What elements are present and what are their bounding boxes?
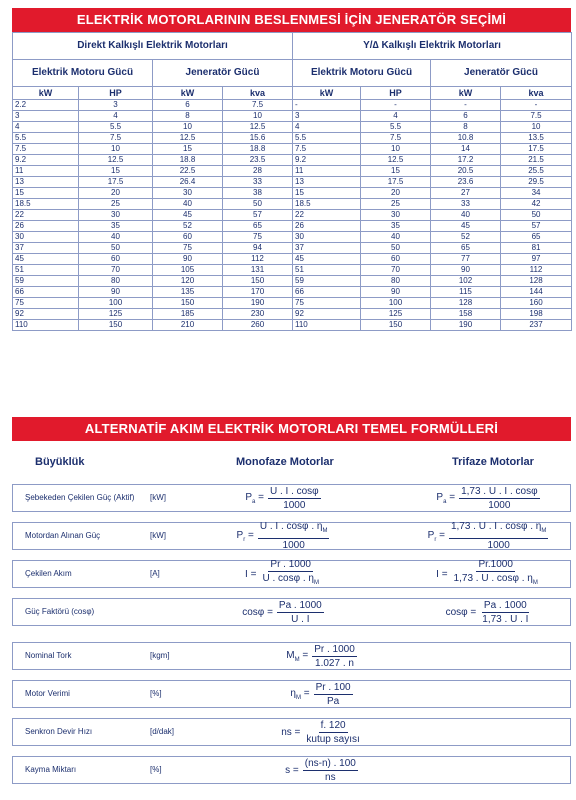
table-cell: 37	[13, 243, 79, 254]
formula-fraction	[277, 600, 324, 625]
group-header-direct-start: Direkt Kalkışlı Elektrik Motorları	[13, 33, 293, 60]
table-cell: 110	[293, 320, 361, 331]
formula-numerator: Pr . 1000	[314, 643, 355, 655]
formula-numerator: (ns-n) . 100	[304, 757, 356, 769]
table-cell: 15	[361, 166, 431, 177]
formula-lhs: $P_a$ =	[245, 491, 264, 505]
table-cell: 17.5	[501, 144, 572, 155]
three-phase-formula	[408, 561, 568, 587]
table-cell: 52	[153, 221, 223, 232]
table-row	[13, 298, 572, 309]
formula-fraction	[268, 486, 321, 511]
table-cell: 10	[153, 122, 223, 133]
table-row	[13, 111, 572, 122]
table-cell: 30	[79, 210, 153, 221]
formula-numerator: Pr . 1000	[270, 559, 311, 570]
table-cell: 70	[361, 265, 431, 276]
table-cell: 237	[501, 320, 572, 331]
formula-unit: [kW]	[150, 531, 166, 540]
table-cell: 100	[79, 298, 153, 309]
table-cell: 40	[79, 232, 153, 243]
formula-fraction	[304, 720, 361, 745]
formula-row	[12, 522, 571, 550]
table-cell: 75	[13, 298, 79, 309]
table-row	[13, 254, 572, 265]
formula-quantity-name: Nominal Tork	[25, 651, 72, 660]
table-cell: 28	[223, 166, 293, 177]
formula-quantity-name: Motordan Alınan Güç	[25, 531, 101, 540]
three-phase-formula	[408, 485, 568, 511]
table-cell: 65	[501, 232, 572, 243]
formula-quantity-name: Güç Faktörü (cosφ)	[25, 607, 95, 616]
table-cell: 3	[79, 100, 153, 111]
table-cell: 30	[13, 232, 79, 243]
table-cell: 15	[293, 188, 361, 199]
table-cell: 105	[153, 265, 223, 276]
table-row	[13, 177, 572, 188]
subheader-motor-power-left: Elektrik Motoru Gücü	[13, 60, 153, 87]
formula-row	[12, 560, 571, 588]
formula-quantity-name: Çekilen Akım	[25, 569, 72, 578]
formula-numerator: Pr . 100	[315, 681, 351, 693]
table-cell: 18.8	[223, 144, 293, 155]
formula-fraction	[303, 758, 358, 783]
table-cell: 90	[79, 287, 153, 298]
formula-quantity-name: Motor Verimi	[25, 689, 70, 698]
table-cell: 37	[293, 243, 361, 254]
quantity-column-header: Büyüklük	[35, 456, 85, 468]
single-phase-formula	[213, 561, 353, 587]
table-cell: 33	[431, 199, 501, 210]
generator-table-title: ELEKTRİK MOTORLARININ BESLENMESİ İÇİN JENERATÖR SEÇİMİ	[12, 8, 571, 32]
table-cell: 12.5	[223, 122, 293, 133]
unit-header: kva	[501, 87, 572, 100]
formula-numerator: 1,73 . U . I . cosφ	[461, 485, 538, 497]
unit-header: kW	[13, 87, 79, 100]
formula-unit: [kgm]	[150, 651, 170, 660]
unit-header: kW	[153, 87, 223, 100]
table-cell: 42	[501, 199, 572, 210]
three-phase-formula	[408, 599, 568, 625]
table-cell: 33	[223, 177, 293, 188]
table-cell: 57	[501, 221, 572, 232]
table-cell: 128	[431, 298, 501, 309]
table-cell: -	[361, 100, 431, 111]
table-cell: 50	[361, 243, 431, 254]
table-row	[13, 155, 572, 166]
table-cell: 7.5	[223, 100, 293, 111]
formula-fraction	[452, 559, 540, 589]
table-cell: 2.2	[13, 100, 79, 111]
table-cell: 30	[153, 188, 223, 199]
table-cell: 25.5	[501, 166, 572, 177]
table-cell: 144	[501, 287, 572, 298]
table-cell: 12.5	[361, 155, 431, 166]
formula-numerator: 1,73 . U . I . cosφ . $\eta_M$	[449, 521, 548, 539]
table-cell: 21.5	[501, 155, 572, 166]
formula-denominator: 1000	[282, 540, 305, 551]
table-cell: 7.5	[13, 144, 79, 155]
formula-lhs: I =	[245, 568, 257, 580]
table-row	[13, 232, 572, 243]
unit-header: HP	[361, 87, 431, 100]
table-cell: 10	[79, 144, 153, 155]
table-cell: 92	[293, 309, 361, 320]
table-cell: 8	[431, 122, 501, 133]
table-cell: 57	[223, 210, 293, 221]
table-cell: 70	[79, 265, 153, 276]
common-formula	[13, 757, 570, 783]
table-cell: 5.5	[13, 133, 79, 144]
table-cell: 20	[361, 188, 431, 199]
table-cell: 260	[223, 320, 293, 331]
table-cell: 35	[79, 221, 153, 232]
table-cell: 51	[13, 265, 79, 276]
formula-denominator: ns	[325, 771, 336, 783]
formula-denominator: 1000	[283, 499, 306, 511]
table-cell: 18.5	[293, 199, 361, 210]
formula-lhs: $P_r$ =	[236, 529, 254, 543]
table-cell: 125	[361, 309, 431, 320]
table-cell: 65	[223, 221, 293, 232]
table-cell: 15	[153, 144, 223, 155]
table-row	[13, 199, 572, 210]
table-cell: 66	[293, 287, 361, 298]
generator-selection-table	[12, 32, 572, 331]
three-phase-column-header: Trifaze Motorlar	[452, 456, 534, 468]
formula-unit: [%]	[150, 689, 162, 698]
table-row	[13, 320, 572, 331]
table-cell: 13.5	[501, 133, 572, 144]
table-cell: 45	[13, 254, 79, 265]
subheader-generator-power-left: Jeneratör Gücü	[153, 60, 293, 87]
table-cell: 45	[153, 210, 223, 221]
subheader-generator-power-right: Jeneratör Gücü	[431, 60, 572, 87]
table-cell: 90	[431, 265, 501, 276]
table-cell: 100	[361, 298, 431, 309]
three-phase-formula	[408, 523, 568, 549]
formula-denominator: kutup sayısı	[306, 733, 360, 745]
formula-unit: [kW]	[150, 493, 166, 502]
table-cell: 112	[223, 254, 293, 265]
unit-header: kW	[293, 87, 361, 100]
table-row	[13, 166, 572, 177]
formula-section-title: ALTERNATİF AKIM ELEKTRİK MOTORLARI TEMEL FORMÜLLERİ	[12, 417, 571, 441]
formula-fraction	[314, 682, 353, 707]
table-cell: 34	[501, 188, 572, 199]
table-cell: 50	[223, 199, 293, 210]
formula-row	[12, 718, 571, 746]
formula-quantity-name: Şebekeden Çekilen Güç (Aktif)	[25, 493, 135, 502]
formula-fraction	[480, 600, 530, 625]
table-row	[13, 100, 572, 111]
formula-lhs: ns =	[281, 726, 301, 738]
formula-fraction	[312, 644, 357, 669]
table-cell: 40	[361, 232, 431, 243]
common-formula	[13, 681, 570, 707]
table-row	[13, 276, 572, 287]
formula-unit: [%]	[150, 765, 162, 774]
table-cell: 135	[153, 287, 223, 298]
table-cell: 150	[361, 320, 431, 331]
table-cell: 94	[223, 243, 293, 254]
table-cell: 77	[431, 254, 501, 265]
table-cell: 75	[293, 298, 361, 309]
table-cell: 15	[13, 188, 79, 199]
table-cell: 80	[79, 276, 153, 287]
table-cell: 128	[501, 276, 572, 287]
table-cell: 22	[13, 210, 79, 221]
table-cell: 97	[501, 254, 572, 265]
table-cell: 26.4	[153, 177, 223, 188]
table-cell: 60	[79, 254, 153, 265]
table-cell: 8	[153, 111, 223, 122]
table-row	[13, 188, 572, 199]
formula-numerator: Pr.1000	[478, 559, 513, 570]
unit-header: kW	[431, 87, 501, 100]
table-row	[13, 144, 572, 155]
formula-lhs: $P_a$ =	[436, 491, 456, 505]
formula-row	[12, 756, 571, 784]
formula-denominator: 1000	[487, 540, 510, 551]
single-phase-column-header: Monofaze Motorlar	[236, 456, 334, 468]
formula-numerator: f. 120	[320, 719, 346, 731]
table-cell: 160	[501, 298, 572, 309]
table-cell: 75	[223, 232, 293, 243]
formula-lhs: I =	[436, 568, 448, 580]
table-cell: 26	[13, 221, 79, 232]
table-cell: 10	[501, 122, 572, 133]
table-cell: 198	[501, 309, 572, 320]
table-cell: 13	[13, 177, 79, 188]
table-cell: 120	[153, 276, 223, 287]
table-cell: 23.5	[223, 155, 293, 166]
table-cell: 40	[153, 199, 223, 210]
table-cell: 4	[293, 122, 361, 133]
table-cell: 17.2	[431, 155, 501, 166]
table-row	[13, 265, 572, 276]
table-cell: 12.5	[153, 133, 223, 144]
table-cell: 30	[293, 232, 361, 243]
table-cell: 50	[79, 243, 153, 254]
formula-unit: [d/dak]	[150, 727, 175, 736]
table-cell: 14	[431, 144, 501, 155]
formula-fraction	[449, 521, 548, 551]
table-cell: 59	[293, 276, 361, 287]
formula-denominator: 1.027 . n	[315, 657, 354, 669]
table-cell: 18.8	[153, 155, 223, 166]
table-cell: 51	[293, 265, 361, 276]
unit-header: kva	[223, 87, 293, 100]
table-cell: 6	[153, 100, 223, 111]
table-row	[13, 243, 572, 254]
table-row	[13, 221, 572, 232]
table-cell: -	[293, 100, 361, 111]
formula-fraction	[258, 521, 330, 551]
generator-table-body	[13, 100, 572, 331]
table-cell: 22	[293, 210, 361, 221]
table-cell: 60	[153, 232, 223, 243]
formula-denominator: U . cosφ . $\eta_M$	[262, 573, 319, 586]
table-cell: 25	[361, 199, 431, 210]
table-cell: 3	[13, 111, 79, 122]
table-cell: 10	[223, 111, 293, 122]
formula-numerator: Pa . 1000	[483, 599, 527, 611]
table-cell: 3	[293, 111, 361, 122]
formula-row	[12, 484, 571, 512]
table-cell: 150	[223, 276, 293, 287]
formula-denominator: 1,73 . U . cosφ . $\eta_M$	[453, 573, 538, 586]
table-cell: 158	[431, 309, 501, 320]
table-cell: 90	[153, 254, 223, 265]
table-row	[13, 133, 572, 144]
table-cell: 7.5	[79, 133, 153, 144]
table-row	[13, 210, 572, 221]
formula-lhs: $\eta_M$ =	[290, 687, 310, 701]
table-row	[13, 122, 572, 133]
formula-denominator: 1000	[488, 499, 511, 511]
table-cell: 18.5	[13, 199, 79, 210]
formula-numerator: U . I . cosφ	[269, 485, 319, 497]
table-cell: 11	[13, 166, 79, 177]
formula-lhs: $M_M$ =	[286, 649, 309, 663]
table-cell: 7.5	[501, 111, 572, 122]
table-cell: 4	[13, 122, 79, 133]
table-cell: 45	[431, 221, 501, 232]
table-cell: 17.5	[79, 177, 153, 188]
single-phase-formula	[213, 599, 353, 625]
table-cell: 115	[431, 287, 501, 298]
table-cell: 66	[13, 287, 79, 298]
table-cell: 26	[293, 221, 361, 232]
table-cell: 9.2	[13, 155, 79, 166]
table-cell: 4	[361, 111, 431, 122]
table-row	[13, 309, 572, 320]
formula-row	[12, 598, 571, 626]
table-cell: 110	[13, 320, 79, 331]
table-cell: 30	[361, 210, 431, 221]
table-cell: 7.5	[361, 133, 431, 144]
formula-lhs: cosφ =	[242, 606, 273, 618]
table-cell: 125	[79, 309, 153, 320]
formula-lhs: cosφ =	[445, 606, 477, 618]
table-cell: 4	[79, 111, 153, 122]
formula-denominator: U . I	[291, 613, 310, 625]
single-phase-formula	[213, 523, 353, 549]
table-cell: 190	[223, 298, 293, 309]
table-cell: 25	[79, 199, 153, 210]
table-cell: 185	[153, 309, 223, 320]
table-cell: 9.2	[293, 155, 361, 166]
table-cell: 150	[79, 320, 153, 331]
table-cell: 40	[431, 210, 501, 221]
table-cell: 12.5	[79, 155, 153, 166]
table-cell: 6	[431, 111, 501, 122]
formula-row	[12, 680, 571, 708]
table-cell: 92	[13, 309, 79, 320]
table-cell: 112	[501, 265, 572, 276]
unit-header: HP	[79, 87, 153, 100]
table-cell: 59	[13, 276, 79, 287]
formula-row	[12, 642, 571, 670]
table-cell: 50	[501, 210, 572, 221]
table-cell: 65	[431, 243, 501, 254]
table-cell: 75	[153, 243, 223, 254]
table-row	[13, 287, 572, 298]
common-formula	[13, 643, 570, 669]
table-cell: 170	[223, 287, 293, 298]
table-cell: 10.8	[431, 133, 501, 144]
table-cell: 38	[223, 188, 293, 199]
subheader-motor-power-right: Elektrik Motoru Gücü	[293, 60, 431, 87]
formula-fraction	[459, 486, 540, 511]
table-cell: 45	[293, 254, 361, 265]
table-cell: 20.5	[431, 166, 501, 177]
table-cell: 35	[361, 221, 431, 232]
table-cell: 60	[361, 254, 431, 265]
table-cell: 150	[153, 298, 223, 309]
table-cell: 27	[431, 188, 501, 199]
formula-lhs: s =	[285, 764, 299, 776]
formula-numerator: U . I . cosφ . $\eta_M$	[258, 521, 330, 539]
table-cell: 131	[223, 265, 293, 276]
formula-quantity-name: Senkron Devir Hızı	[25, 727, 93, 736]
table-cell: -	[501, 100, 572, 111]
table-cell: 102	[431, 276, 501, 287]
table-cell: 80	[361, 276, 431, 287]
table-cell: 52	[431, 232, 501, 243]
table-cell: 90	[361, 287, 431, 298]
formula-fraction	[260, 559, 321, 589]
formula-denominator: Pa	[326, 695, 340, 707]
common-formula	[13, 719, 570, 745]
table-cell: 81	[501, 243, 572, 254]
table-cell: 13	[293, 177, 361, 188]
table-cell: 20	[79, 188, 153, 199]
table-cell: 11	[293, 166, 361, 177]
table-cell: 15	[79, 166, 153, 177]
table-cell: 210	[153, 320, 223, 331]
table-cell: 29.5	[501, 177, 572, 188]
table-cell: 10	[361, 144, 431, 155]
table-cell: -	[431, 100, 501, 111]
table-cell: 5.5	[79, 122, 153, 133]
table-cell: 17.5	[361, 177, 431, 188]
formula-denominator: 1,73 . U . I	[482, 613, 529, 625]
table-cell: 190	[431, 320, 501, 331]
formula-numerator: Pa . 1000	[278, 599, 322, 611]
table-cell: 15.6	[223, 133, 293, 144]
formula-lhs: $P_r$ =	[427, 529, 445, 543]
table-cell: 23.6	[431, 177, 501, 188]
table-cell: 22.5	[153, 166, 223, 177]
formula-unit: [A]	[150, 569, 160, 578]
table-cell: 7.5	[293, 144, 361, 155]
table-cell: 5.5	[361, 122, 431, 133]
group-header-star-delta-start: Y/∆ Kalkışlı Elektrik Motorları	[293, 33, 572, 60]
table-cell: 5.5	[293, 133, 361, 144]
formula-quantity-name: Kayma Miktarı	[25, 765, 77, 774]
table-cell: 230	[223, 309, 293, 320]
single-phase-formula	[213, 485, 353, 511]
